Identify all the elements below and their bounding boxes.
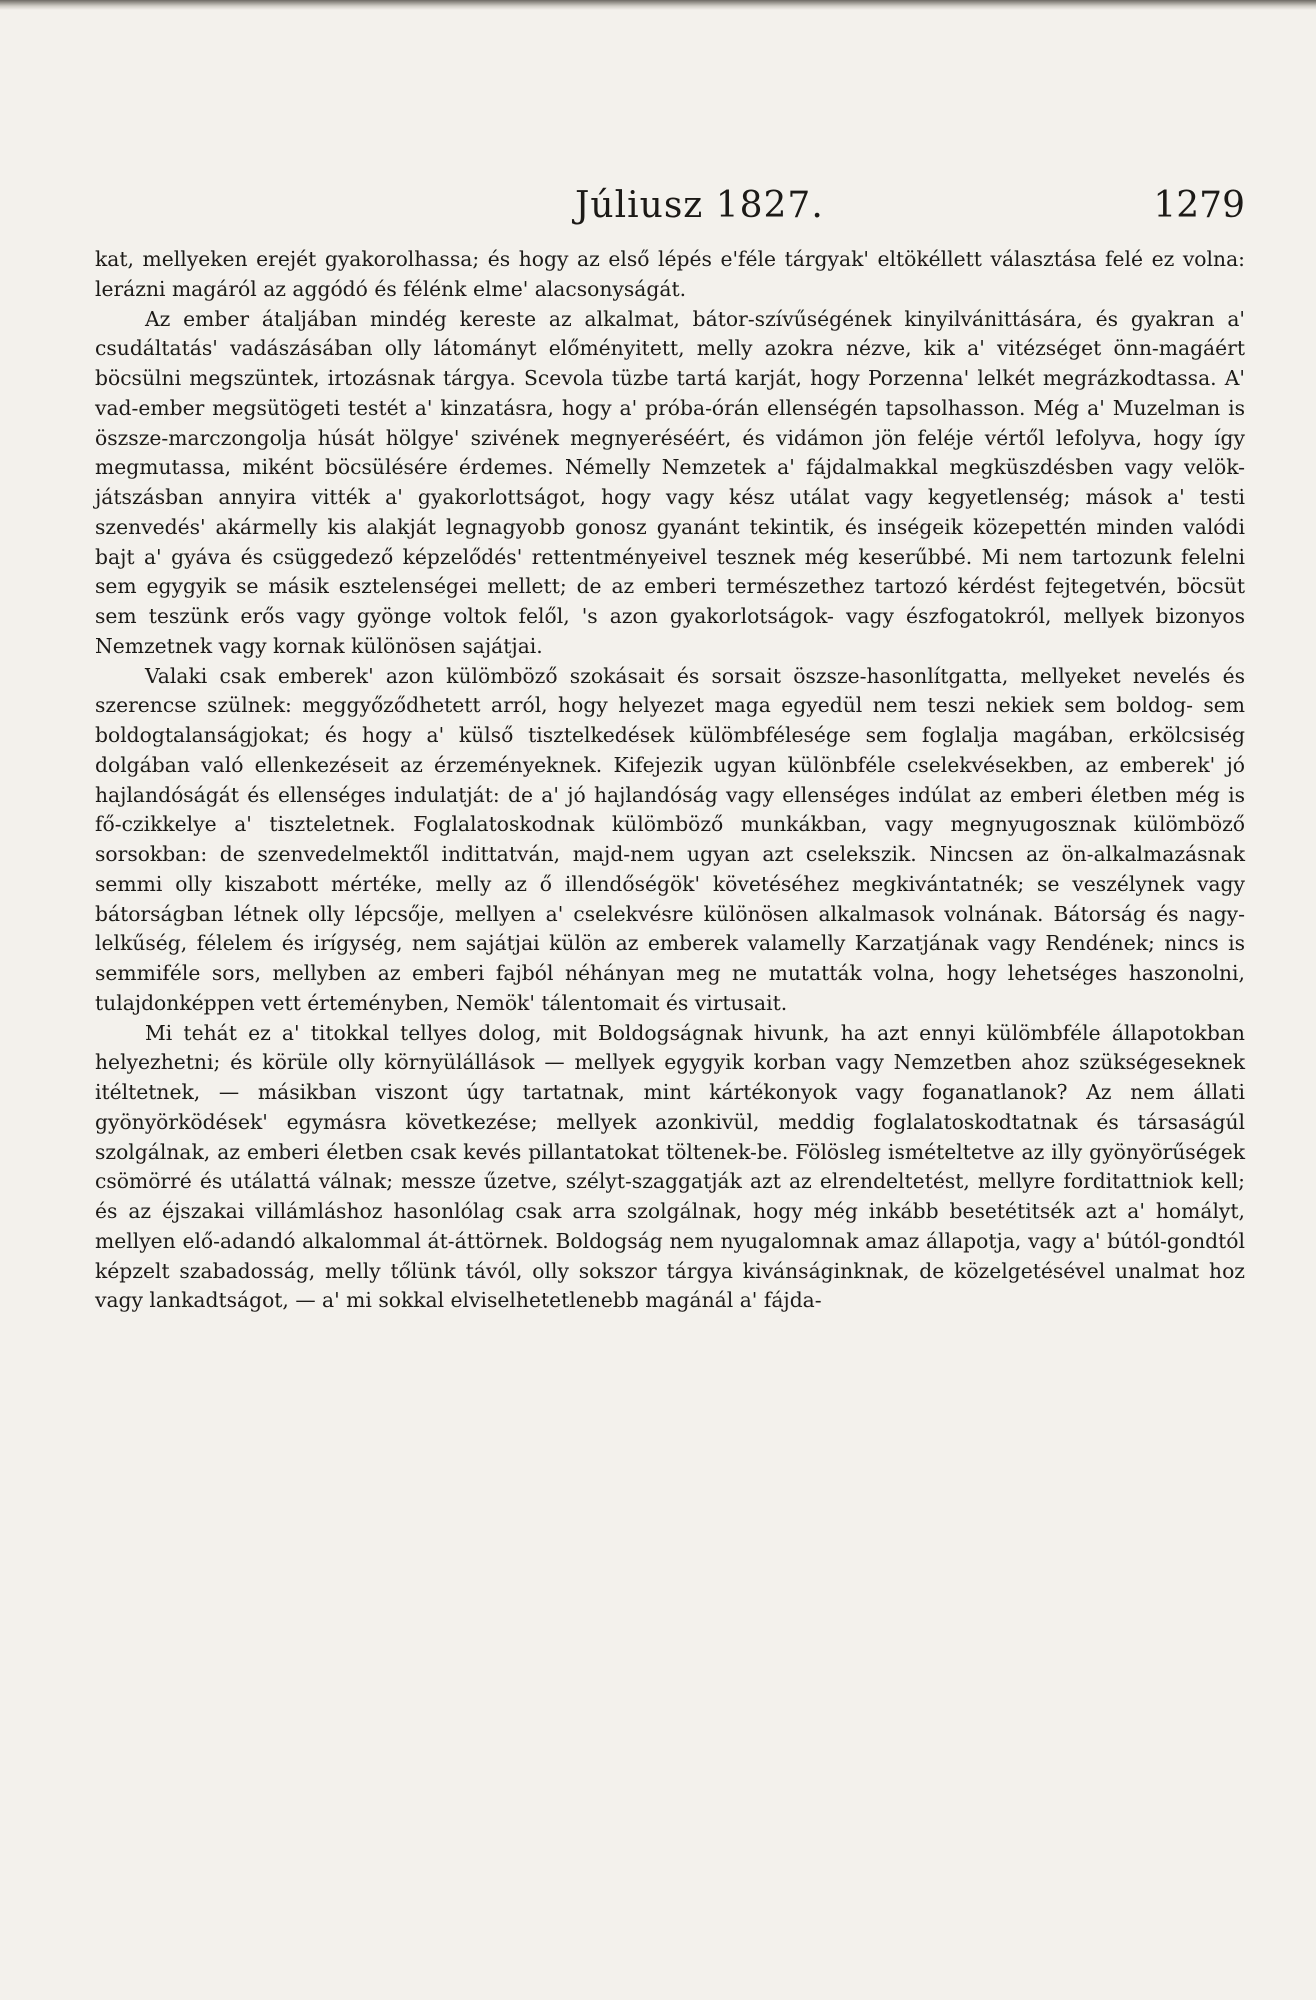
paragraph: Mi tehát ez a' titokkal tellyes dolog, mit Boldogságnak hivunk, ha azt ennyi külömbféle állapotokban helyezhetni; és körüle olly környülállások — mellyek egygyik korban vagy Nemzetben ahoz szükségeseknek itéltetnek, — másikban viszont úgy tartatnak, mint kártékonyok vagy foganatlanok? Az nem állati gyönyörködések' egymásra következése; mellyek azonkivül, meddig foglalatoskodtatnak és társaságúl szolgálnak, az emberi életben csak kevés pillantatokat töltenek-be. Fölösleg ismételtetve az illy gyönyörűségek csömörré és utálattá válnak; messze űzetve, szélyt-szaggatják azt az elrendeltetést, mellyre forditattniok kell; és az éjszakai villámláshoz hasonlólag csak arra szolgálnak, hogy még inkább besetétitsék azt a' homályt, mellyen elő-adandó alkalommal át-áttörnek. Boldogság nem nyugalomnak amaz állapotja, vagy a' bútól-gondtól képzelt szabadosság, melly tőlünk távól, olly sokszor tárgya kivánságinknak, de közelgetésével unalmat hoz vagy lankadtságot, — a' mi sokkal elviselhetetlenebb magánál a' fájda- [95, 1020, 1245, 1313]
page-number: 1279 [1153, 185, 1245, 226]
running-header [95, 185, 1245, 245]
header-title: Júliusz 1827. [575, 185, 824, 226]
document-page [95, 185, 1245, 1316]
scan-edge [0, 0, 1316, 10]
body-text [95, 245, 1245, 1316]
paragraph: kat, mellyeken erejét gyakorolhassa; és hogy az első lépés e'féle tárgyak' eltökéllett választása felé ez volna: lerázni magáról az aggódó és félénk elme' alacsonyságát. [95, 247, 1245, 301]
paragraph: Az ember átaljában mindég kereste az alkalmat, bátor-szívűségének kinyilvánittására, és gyakran a' csudáltatás' vadászásában olly látományt előményitett, melly azokra nézve, kik a' vitézséget önn-magáért böcsülni megszüntek, irtozásnak tárgya. Scevola tüzbe tartá karját, hogy Porzenna' lelkét megrázkodtassa. A' vad-ember megsütögeti testét a' kinzatásra, hogy a' próba-órán ellenségén tapsolhasson. Még a' Muzelman is öszsze-marczongolja húsát hölgye' szivének megnyeréséért, és vidámon jön feléje vértől lefolyva, hogy így megmutassa, miként böcsülésére érdemes. Némelly Nemzetek a' fájdalmakkal megküszdésben vagy velök-játszásban annyira vitték a' gyakorlottságot, hogy vagy kész utálat vagy kegyetlenség; mások a' testi szenvedés' akármelly kis alakját legnagyobb gonosz gyanánt tekintik, és inségeik közepettén minden valódi bajt a' gyáva és csüggedező képzelődés' rettentményeivel tesznek még keserűbbé. Mi nem tartozunk felelni sem egygyik se másik esztelenségei mellett; de az emberi természethez tartozó kérdést fejtegetvén, böcsüt sem teszünk erős vagy gyönge voltok felől, 's azon gyakorlotságok- vagy észfogatokról, mellyek bizonyos Nemzetnek vagy kornak különösen sajátjai. [95, 306, 1245, 658]
paragraph: Valaki csak emberek' azon külömböző szokásait és sorsait öszsze-hasonlítgatta, mellyeket nevelés és szerencse szülnek: meggyőződhetett arról, hogy helyezet maga egyedül nem teszi nekiek sem boldog- sem boldogtalanságjokat; és hogy a' külső tisztelkedések külömbfélesége sem foglalja magában, erkölcsiség dolgában való ellenkezéseit az érzeményeknek. Kifejezik ugyan különbféle cselekvésekben, az emberek' jó hajlandóságát és ellenséges indulatját: de a' jó hajlandóság vagy ellenséges indúlat az emberi életben még is fő-czikkelye a' tiszteletnek. Foglalatoskodnak külömböző munkákban, vagy megnyugosznak külömböző sorsokban: de szenvedelmektől indittatván, majd-nem ugyan azt cselekszik. Nincsen az ön-alkalmazásnak semmi olly kiszabott mértéke, melly az ő illendőségök' követéséhez megkivántatnék; se veszélynek vagy bátorságban létnek olly lépcsője, mellyen a' cselekvésre különösen alkalmasok volnának. Bátorság és nagy-lelkűség, félelem és irígység, nem sajátjai külön az emberek valamelly Karzatjának vagy Rendének; nincs is semmiféle sors, mellyben az emberi fajból néhányan meg ne mutatták volna, hogy lehetséges haszonolni, tulajdonképpen vett érteményben, Nemök' tálentomait és virtusait. [95, 663, 1245, 1015]
